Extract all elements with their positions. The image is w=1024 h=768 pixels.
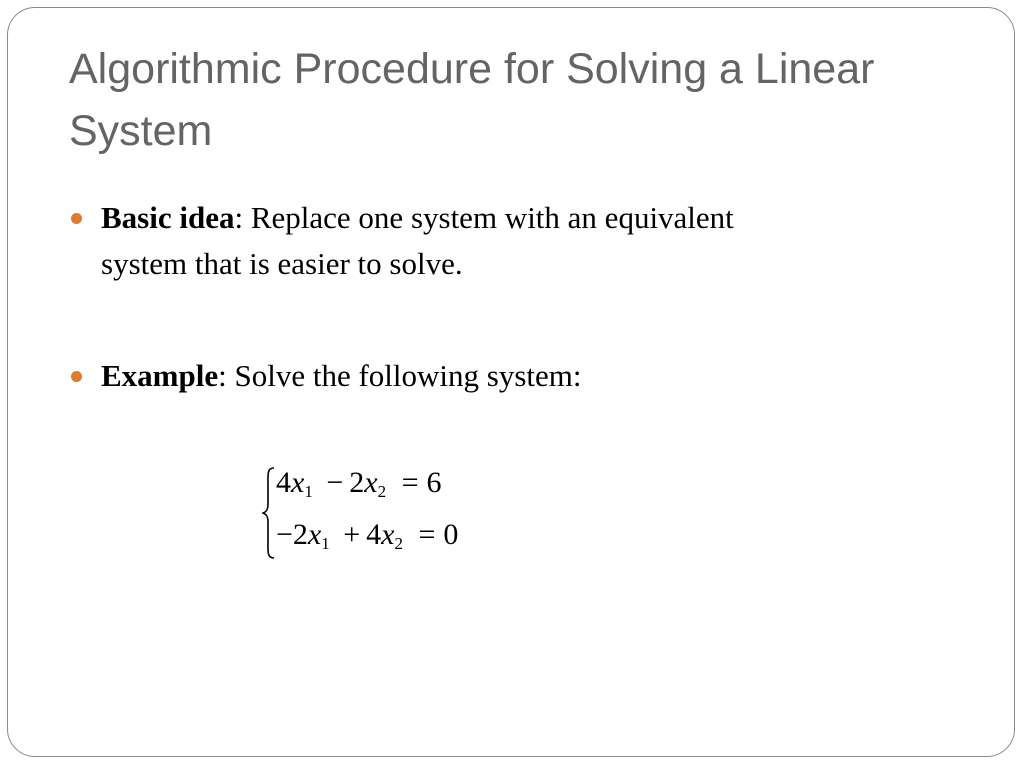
slide-title: Algorithmic Procedure for Solving a Linear System <box>69 45 875 155</box>
bullet-body: Replace one system with an equivalent <box>250 200 734 235</box>
equation-row-2: $-2x_1 + 4x_2 = 0$ <box>276 518 459 553</box>
bullet-separator: : <box>218 358 235 393</box>
bullet-dot-icon <box>71 371 82 382</box>
bullet-label: Example <box>101 358 219 393</box>
bullet-text <box>101 195 734 241</box>
bullet-continuation: system that is easier to solve. <box>101 246 463 281</box>
bullet-separator: : <box>234 200 251 235</box>
slide <box>7 7 1015 757</box>
equation-system <box>262 464 522 564</box>
bullet-dot-icon <box>71 213 82 224</box>
equation-row-1: $4x_1 - 2x_2 = 6$ <box>276 466 442 501</box>
left-brace-icon <box>262 466 276 560</box>
bullet-body: Solve the following system: <box>234 358 582 393</box>
bullet-label: Basic idea <box>101 200 235 235</box>
bullet-text <box>101 353 582 399</box>
